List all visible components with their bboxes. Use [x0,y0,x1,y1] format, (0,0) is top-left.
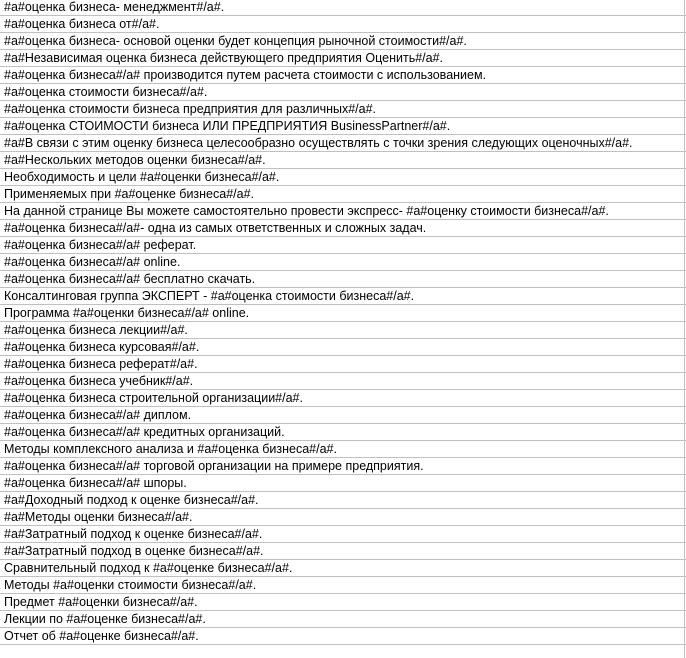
cell-row[interactable]: #a#Методы оценки бизнеса#/a#. [0,509,686,526]
cell-row[interactable]: #a#оценка стоимости бизнеса предприятия для различных#/a#. [0,101,686,118]
cell-row[interactable]: #a#оценка бизнеса лекции#/a#. [0,322,686,339]
cell-row[interactable]: Предмет #a#оценки бизнеса#/a#. [0,594,686,611]
cell-row[interactable]: #a#Доходный подход к оценке бизнеса#/a#. [0,492,686,509]
cell-row[interactable]: Применяемых при #a#оценке бизнеса#/a#. [0,186,686,203]
cell-row[interactable]: #a#оценка бизнеса курсовая#/a#. [0,339,686,356]
cell-row[interactable]: Необходимость и цели #a#оценки бизнеса#/a#. [0,169,686,186]
cell-row[interactable]: Лекции по #a#оценке бизнеса#/a#. [0,611,686,628]
cell-row[interactable]: #a#оценка стоимости бизнеса#/a#. [0,84,686,101]
cell-row[interactable]: #a#оценка бизнеса от#/a#. [0,16,686,33]
cell-row[interactable]: #a#оценка бизнеса#/a# шпоры. [0,475,686,492]
cell-row[interactable]: #a#оценка бизнеса#/a# online. [0,254,686,271]
cell-row[interactable]: Отчет об #a#оценке бизнеса#/a#. [0,628,686,645]
cell-row[interactable]: Программа #a#оценки бизнеса#/a# online. [0,305,686,322]
cell-row[interactable]: На данной странице Вы можете самостоятельно провести экспресс- #a#оценку стоимости бизнеса#/a#. [0,203,686,220]
cell-row[interactable]: Консалтинговая группа ЭКСПЕРТ - #a#оценка стоимости бизнеса#/a#. [0,288,686,305]
cell-row[interactable]: #a#Затратный подход в оценке бизнеса#/a#. [0,543,686,560]
cell-row[interactable]: #a#оценка бизнеса#/a# торговой организации на примере предприятия. [0,458,686,475]
cell-row[interactable]: #a#В связи с этим оценку бизнеса целесообразно осуществлять с точки зрения следующих оценочных#/a#. [0,135,686,152]
cell-row[interactable]: #a#оценка СТОИМОСТИ бизнеса ИЛИ ПРЕДПРИЯТИЯ BusinessPartner#/a#. [0,118,686,135]
cell-row[interactable]: #a#оценка бизнеса#/a# бесплатно скачать. [0,271,686,288]
cell-row[interactable]: #a#оценка бизнеса#/a# диплом. [0,407,686,424]
empty-cell-row[interactable] [0,645,686,658]
cell-row[interactable]: Методы #a#оценки стоимости бизнеса#/a#. [0,577,686,594]
cell-row[interactable]: Сравнительный подход к #a#оценке бизнеса#/a#. [0,560,686,577]
cell-row[interactable]: #a#оценка бизнеса#/a# кредитных организаций. [0,424,686,441]
cell-row[interactable]: #a#Нескольких методов оценки бизнеса#/a#. [0,152,686,169]
cell-row[interactable]: #a#оценка бизнеса- основой оценки будет концепция рыночной стоимости#/a#. [0,33,686,50]
cell-row[interactable]: Методы комплексного анализа и #a#оценка бизнеса#/a#. [0,441,686,458]
cell-row[interactable]: #a#оценка бизнеса строительной организации#/a#. [0,390,686,407]
cell-row[interactable]: #a#оценка бизнеса учебник#/a#. [0,373,686,390]
cell-row[interactable]: #a#оценка бизнеса#/a#- одна из самых ответственных и сложных задач. [0,220,686,237]
cell-row[interactable]: #a#оценка бизнеса#/a# производится путем расчета стоимости с использованием. [0,67,686,84]
cell-row[interactable]: #a#Затратный подход к оценке бизнеса#/a#. [0,526,686,543]
column-gridline [684,0,685,658]
cell-row[interactable]: #a#оценка бизнеса- менеджмент#/a#. [0,0,686,16]
cell-row[interactable]: #a#оценка бизнеса реферат#/a#. [0,356,686,373]
cell-row[interactable]: #a#оценка бизнеса#/a# реферат. [0,237,686,254]
cell-row[interactable]: #a#Независимая оценка бизнеса действующего предприятия Оценить#/a#. [0,50,686,67]
